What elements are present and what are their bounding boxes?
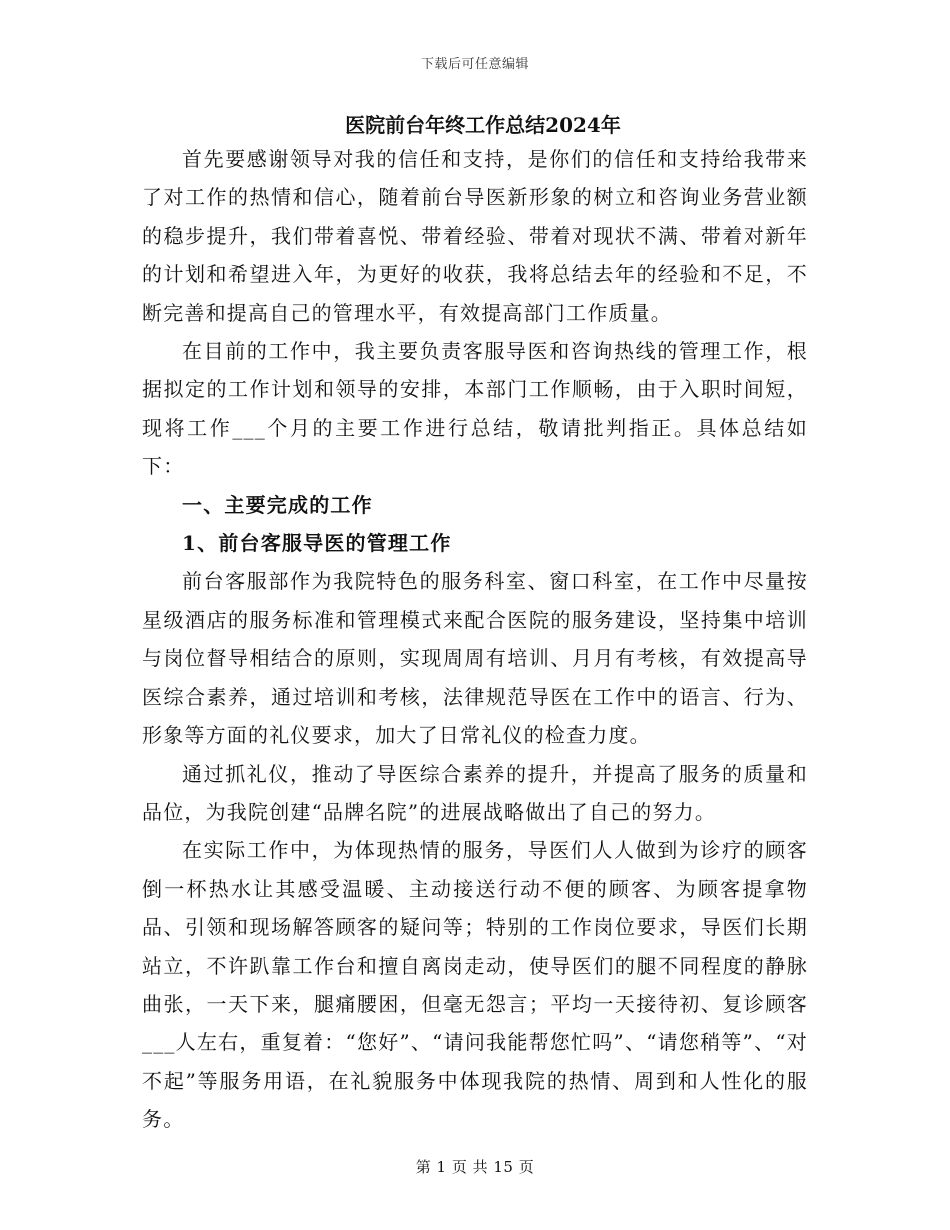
paragraph-scope: 在目前的工作中，我主要负责客服导医和咨询热线的管理工作，根据拟定的工作计划和领导的安排，本部门工作顺畅，由于入职时间短，现将工作___个月的主要工作进行总结，敬请批判指正。具体总结如下： — [142, 339, 808, 479]
paragraph-practical-service: 在实际工作中，为体现热情的服务，导医们人人做到为诊疗的顾客倒一杯热水让其感受温暖、主动接送行动不便的顾客、为顾客提拿物品、引领和现场解答顾客的疑问等；特别的工作岗位要求，导医们长期站立，不许趴靠工作台和擅自离岗走动，使导医们的腿不同程度的静脉曲张，一天下来，腿痛腰困，但毫无怨言；平均一天接待初、复诊顾客___人左右，重复着：“您好”、“请问我能帮您忙吗”、“请您稍等”、“对不起”等服务用语，在礼貌服务中体现我院的热情、周到和人性化的服务。 — [142, 838, 808, 1132]
page-header-note: 下载后可任意编辑 — [420, 57, 529, 72]
paragraph-front-desk-management: 前台客服部作为我院特色的服务科室、窗口科室，在工作中尽量按星级酒店的服务标准和管理模式来配合医院的服务建设，坚持集中培训与岗位督导相结合的原则，实现周周有培训、月月有考核，有效提高导医综合素养，通过培训和考核，法律规范导医在工作中的语言、行为、形象等方面的礼仪要求，加大了日常礼仪的检查力度。 — [142, 569, 808, 748]
page-number-footer: 第 1 页 共 15 页 — [415, 1158, 535, 1176]
paragraph-intro: 首先要感谢领导对我的信任和支持，是你们的信任和支持给我带来了对工作的热情和信心，随着前台导医新形象的树立和咨询业务营业额的稳步提升，我们带着喜悦、带着经验、带着对现状不满、带着对新年的计划和希望进入年，为更好的收获，我将总结去年的经验和不足，不断完善和提高自己的管理水平，有效提高部门工作质量。 — [142, 147, 808, 325]
subsection-heading-front-desk: 1、前台客服导医的管理工作 — [182, 531, 452, 556]
document-body — [142, 110, 808, 1139]
document-title: 医院前台年终工作总结2024年 — [345, 113, 621, 137]
section-heading-main-work: 一、主要完成的工作 — [182, 492, 373, 517]
paragraph-etiquette-results: 通过抓礼仪，推动了导医综合素养的提升，并提高了服务的质量和品位，为我院创建“品牌名院”的进展战略做出了自己的努力。 — [142, 761, 808, 824]
